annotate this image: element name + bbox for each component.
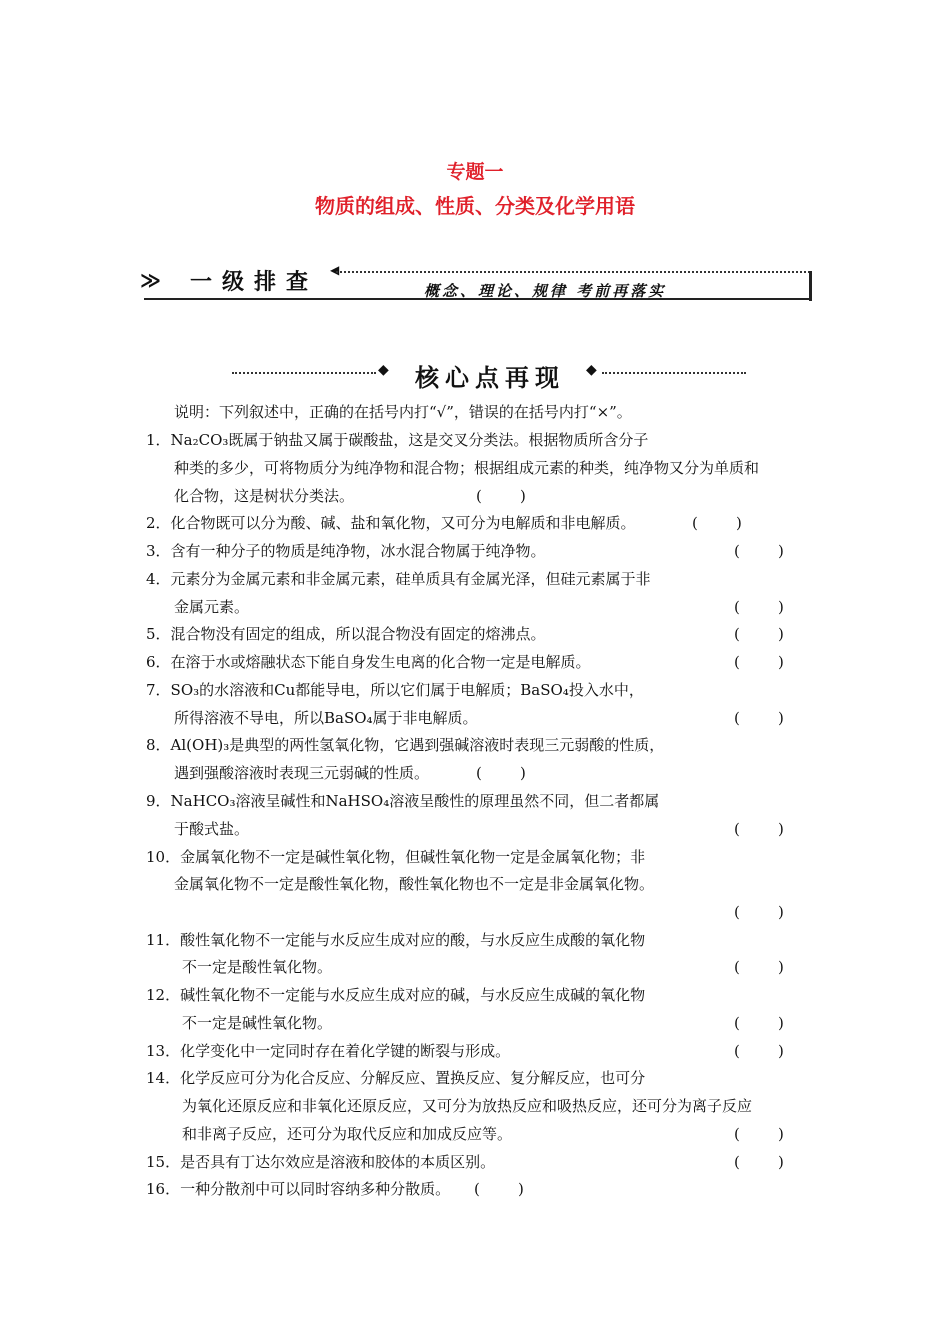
question-11-line-2: 不一定是酸性氧化物。 xyxy=(182,958,333,976)
question-5: 5．混合物没有固定的组成，所以混合物没有固定的熔沸点。 xyxy=(146,625,546,643)
question-7-line-2: 所得溶液不导电，所以BaSO₄属于非电解质。 xyxy=(174,709,478,727)
question-11-line-1: 11．酸性氧化物不一定能与水反应生成对应的酸，与水反应生成酸的氧化物 xyxy=(146,931,646,949)
section-title: 核心点再现 xyxy=(415,364,565,392)
question-1-line-2: 种类的多少，可将物质分为纯净物和混合物；根据组成元素的种类，纯净物又分为单质和 xyxy=(174,459,760,477)
arrow-left-icon: ◀ xyxy=(330,263,340,277)
question-4-line-2: 金属元素。 xyxy=(174,598,250,616)
answer-blank[interactable]: ( ) xyxy=(734,903,784,921)
question-14-line-2: 为氧化还原反应和非氧化还原反应，又可分为放热反应和吸热反应，还可分为离子反应 xyxy=(182,1097,753,1115)
answer-blank[interactable]: ( ) xyxy=(476,487,526,505)
question-2: 2．化合物既可以分为酸、碱、盐和氧化物，又可分为电解质和非电解质。 xyxy=(146,514,636,532)
banner-sub-text: 概念、理论、规律 考前再落实 xyxy=(424,282,667,300)
question-14-line-3: 和非离子反应，还可分为取代反应和加成反应等。 xyxy=(182,1125,513,1143)
answer-blank[interactable]: ( ) xyxy=(734,542,784,560)
answer-blank[interactable]: ( ) xyxy=(734,1042,784,1060)
answer-blank[interactable]: ( ) xyxy=(734,958,784,976)
instructions: 说明：下列叙述中，正确的在括号内打“√”，错误的在括号内打“×”。 xyxy=(174,403,632,421)
banner-right-bar xyxy=(809,271,812,301)
answer-blank[interactable]: ( ) xyxy=(692,514,742,532)
document-title: 专题一 xyxy=(446,161,504,183)
question-16: 16．一种分散剂中可以同时容纳多种分散质。 xyxy=(146,1180,451,1198)
double-chevron-icon: ≫ xyxy=(140,268,157,292)
answer-blank[interactable]: ( ) xyxy=(734,709,784,727)
document-subtitle: 物质的组成、性质、分类及化学用语 xyxy=(315,194,635,218)
question-12-line-2: 不一定是碱性氧化物。 xyxy=(182,1014,333,1032)
answer-blank[interactable]: ( ) xyxy=(734,653,784,671)
question-6: 6．在溶于水或熔融状态下能自身发生电离的化合物一定是电解质。 xyxy=(146,653,591,671)
answer-blank[interactable]: ( ) xyxy=(734,1153,784,1171)
question-3: 3．含有一种分子的物质是纯净物，冰水混合物属于纯净物。 xyxy=(146,542,546,560)
question-4-line-1: 4．元素分为金属元素和非金属元素，硅单质具有金属光泽，但硅元素属于非 xyxy=(146,570,651,588)
answer-blank[interactable]: ( ) xyxy=(734,625,784,643)
question-10-line-2: 金属氧化物不一定是酸性氧化物，酸性氧化物也不一定是非金属氧化物。 xyxy=(174,875,655,893)
level-banner xyxy=(140,262,812,308)
question-1-line-3: 化合物，这是树状分类法。 xyxy=(174,487,355,505)
question-14-line-1: 14．化学反应可分为化合反应、分解反应、置换反应、复分解反应，也可分 xyxy=(146,1069,646,1087)
answer-blank[interactable]: ( ) xyxy=(734,1014,784,1032)
answer-blank[interactable]: ( ) xyxy=(734,1125,784,1143)
question-8-line-2: 遇到强酸溶液时表现三元弱碱的性质。 xyxy=(174,764,430,782)
banner-main-text: 一级排查 xyxy=(190,270,319,295)
answer-blank[interactable]: ( ) xyxy=(734,598,784,616)
section-dotted-line-left xyxy=(232,372,376,374)
question-10-line-1: 10．金属氧化物不一定是碱性氧化物，但碱性氧化物一定是金属氧化物；非 xyxy=(146,848,646,866)
question-9-line-2: 于酸式盐。 xyxy=(174,820,250,838)
section-header xyxy=(230,358,746,394)
answer-blank[interactable]: ( ) xyxy=(474,1180,524,1198)
question-9-line-1: 9．NaHCO₃溶液呈碱性和NaHSO₄溶液呈酸性的原理虽然不同，但二者都属 xyxy=(146,792,660,810)
section-dotted-line-right xyxy=(602,372,746,374)
question-12-line-1: 12．碱性氧化物不一定能与水反应生成对应的碱，与水反应生成碱的氧化物 xyxy=(146,986,646,1004)
diamond-icon: ◆ xyxy=(378,362,389,378)
answer-blank[interactable]: ( ) xyxy=(734,820,784,838)
question-7-line-1: 7．SO₃的水溶液和Cu都能导电，所以它们属于电解质；BaSO₄投入水中， xyxy=(146,681,644,699)
question-13: 13．化学变化中一定同时存在着化学键的断裂与形成。 xyxy=(146,1042,511,1060)
question-8-line-1: 8．Al(OH)₃是典型的两性氢氧化物，它遇到强碱溶液时表现三元弱酸的性质， xyxy=(146,736,665,754)
diamond-icon: ◆ xyxy=(586,362,597,378)
banner-dotted-line xyxy=(336,271,810,273)
question-1-line-1: 1．Na₂CO₃既属于钠盐又属于碳酸盐，这是交叉分类法。根据物质所含分子 xyxy=(146,431,649,449)
answer-blank[interactable]: ( ) xyxy=(476,764,526,782)
question-15: 15．是否具有丁达尔效应是溶液和胶体的本质区别。 xyxy=(146,1153,496,1171)
